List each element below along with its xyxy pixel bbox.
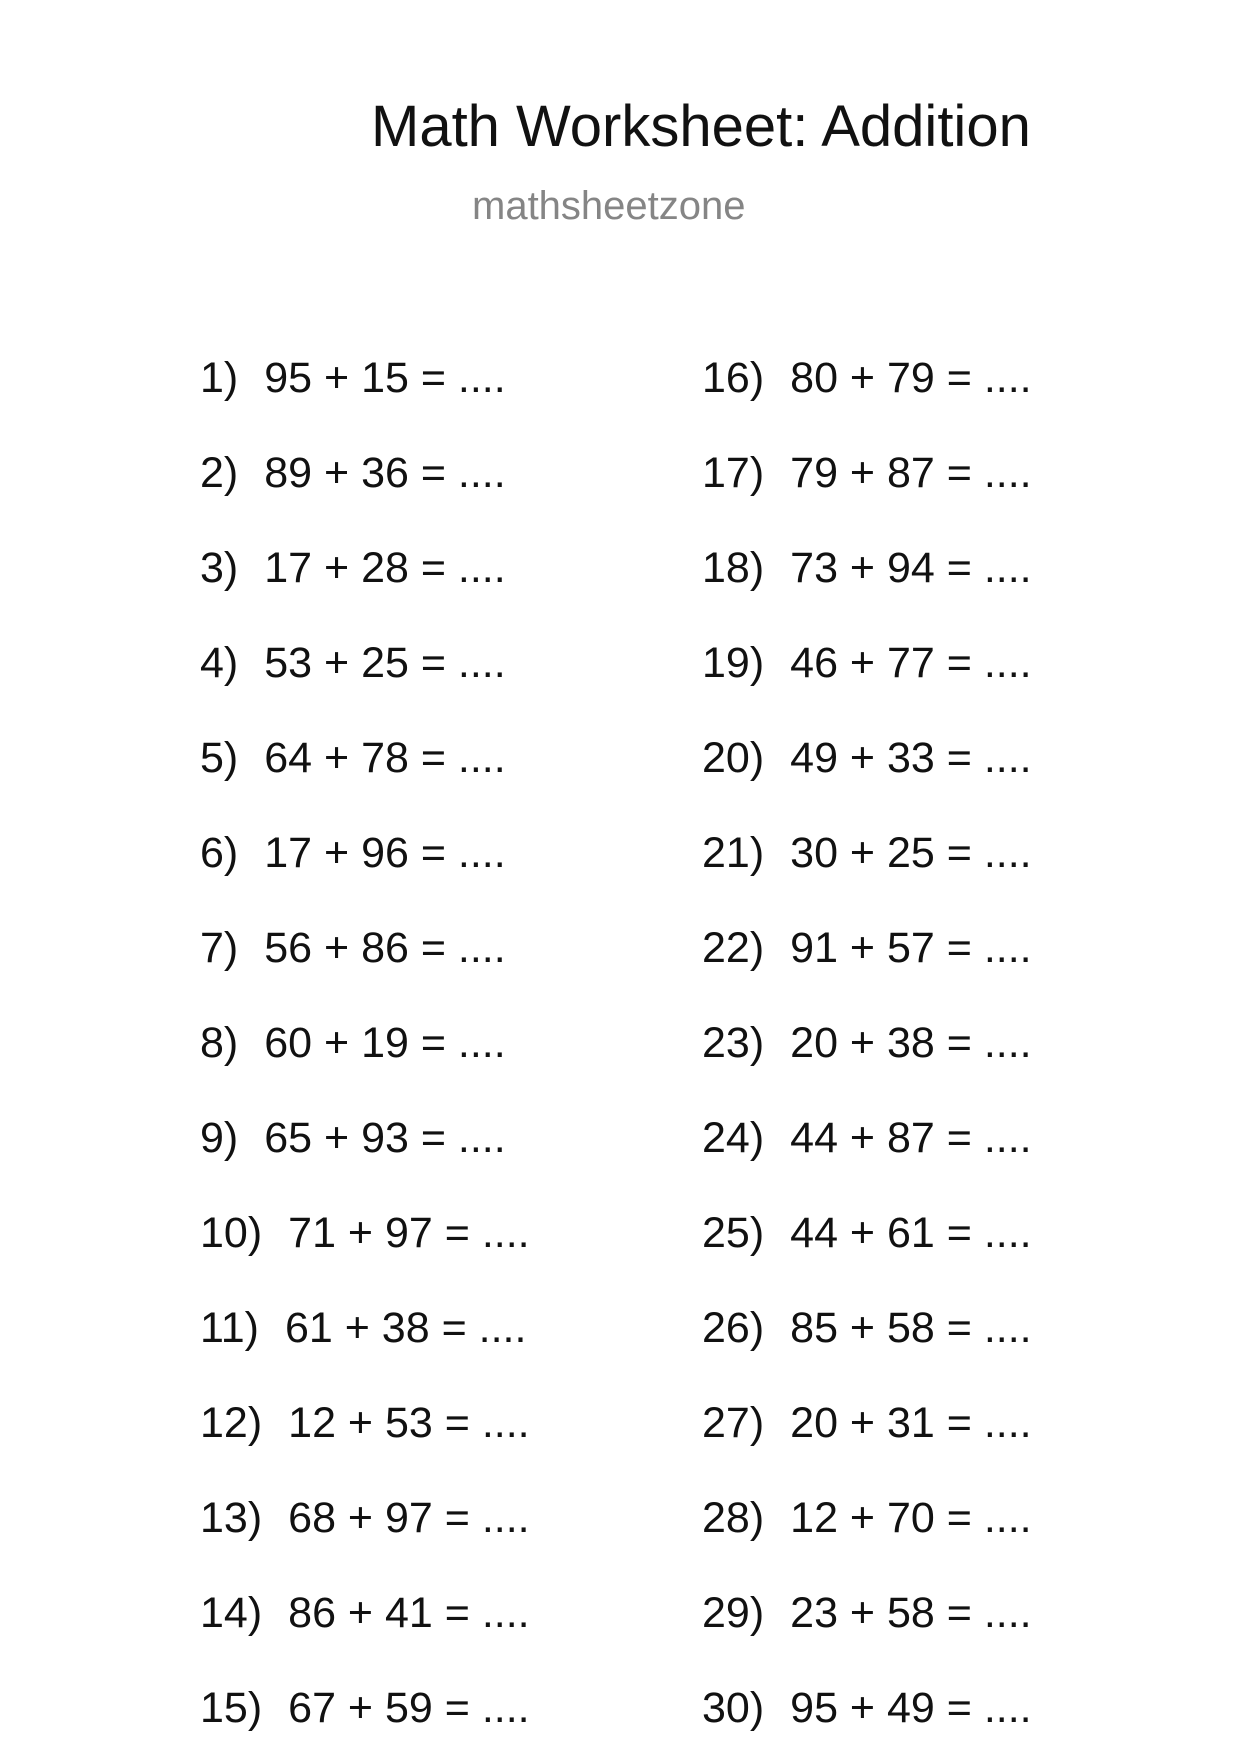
problem-number: 28)	[702, 1494, 765, 1542]
problem-item	[702, 1494, 1032, 1542]
problem-number: 6)	[200, 829, 239, 877]
problem-expression: 95 + 15 = ....	[264, 354, 506, 402]
problem-item	[702, 734, 1032, 782]
problem-item	[200, 544, 506, 592]
problem-number: 8)	[200, 1019, 239, 1067]
problem-item	[702, 354, 1032, 402]
problem-number: 16)	[702, 354, 765, 402]
problem-expression: 89 + 36 = ....	[264, 449, 506, 497]
problem-expression: 49 + 33 = ....	[790, 734, 1032, 782]
problem-item	[200, 924, 506, 972]
problem-expression: 17 + 96 = ....	[264, 829, 506, 877]
problem-item	[702, 829, 1032, 877]
problem-number: 24)	[702, 1114, 765, 1162]
problem-expression: 68 + 97 = ....	[288, 1494, 530, 1542]
problem-number: 30)	[702, 1684, 765, 1732]
problem-expression: 71 + 97 = ....	[288, 1209, 530, 1257]
problem-number: 20)	[702, 734, 765, 782]
problem-item	[200, 1494, 530, 1542]
problem-item	[702, 1589, 1032, 1637]
problem-expression: 20 + 38 = ....	[790, 1019, 1032, 1067]
problem-item	[702, 449, 1032, 497]
problem-item	[200, 1209, 530, 1257]
problem-item	[702, 1399, 1032, 1447]
problem-item	[702, 1114, 1032, 1162]
problem-item	[702, 1304, 1032, 1352]
problem-expression: 53 + 25 = ....	[264, 639, 506, 687]
problem-number: 14)	[200, 1589, 263, 1637]
problem-item	[702, 1209, 1032, 1257]
problem-expression: 60 + 19 = ....	[264, 1019, 506, 1067]
problem-number: 15)	[200, 1684, 263, 1732]
problem-item	[200, 734, 506, 782]
page-subtitle: mathsheetzone	[472, 184, 746, 228]
problem-expression: 23 + 58 = ....	[790, 1589, 1032, 1637]
problem-expression: 65 + 93 = ....	[264, 1114, 506, 1162]
problem-item	[200, 1589, 530, 1637]
problem-expression: 46 + 77 = ....	[790, 639, 1032, 687]
problem-expression: 91 + 57 = ....	[790, 924, 1032, 972]
problem-item	[702, 544, 1032, 592]
problem-number: 2)	[200, 449, 239, 497]
problem-item	[200, 1114, 506, 1162]
problem-item	[200, 1304, 526, 1352]
problem-item	[200, 1684, 530, 1732]
problem-number: 17)	[702, 449, 765, 497]
problem-number: 9)	[200, 1114, 239, 1162]
problem-expression: 56 + 86 = ....	[264, 924, 506, 972]
problem-number: 18)	[702, 544, 765, 592]
problem-number: 4)	[200, 639, 239, 687]
problem-expression: 17 + 28 = ....	[264, 544, 506, 592]
problem-number: 22)	[702, 924, 765, 972]
problem-number: 13)	[200, 1494, 263, 1542]
problem-number: 19)	[702, 639, 765, 687]
problem-item	[702, 1684, 1032, 1732]
problem-expression: 30 + 25 = ....	[790, 829, 1032, 877]
problem-number: 12)	[200, 1399, 263, 1447]
problem-expression: 73 + 94 = ....	[790, 544, 1032, 592]
problem-number: 11)	[200, 1304, 259, 1352]
problem-number: 27)	[702, 1399, 765, 1447]
page-title: Math Worksheet: Addition	[371, 94, 1031, 159]
problem-number: 7)	[200, 924, 239, 972]
problem-expression: 12 + 53 = ....	[288, 1399, 530, 1447]
problem-expression: 67 + 59 = ....	[288, 1684, 530, 1732]
problem-number: 25)	[702, 1209, 765, 1257]
problem-number: 26)	[702, 1304, 765, 1352]
problem-number: 1)	[200, 354, 239, 402]
problem-item	[200, 639, 506, 687]
problem-item	[200, 354, 506, 402]
problem-expression: 95 + 49 = ....	[790, 1684, 1032, 1732]
problem-expression: 44 + 61 = ....	[790, 1209, 1032, 1257]
problem-item	[702, 924, 1032, 972]
problem-item	[200, 1399, 530, 1447]
problem-item	[702, 639, 1032, 687]
problem-number: 3)	[200, 544, 239, 592]
problem-expression: 44 + 87 = ....	[790, 1114, 1032, 1162]
problem-expression: 79 + 87 = ....	[790, 449, 1032, 497]
problem-number: 10)	[200, 1209, 263, 1257]
problem-item	[200, 829, 506, 877]
problem-expression: 80 + 79 = ....	[790, 354, 1032, 402]
problem-number: 5)	[200, 734, 239, 782]
problem-expression: 86 + 41 = ....	[288, 1589, 530, 1637]
problem-expression: 12 + 70 = ....	[790, 1494, 1032, 1542]
problem-item	[200, 1019, 506, 1067]
problem-number: 21)	[702, 829, 765, 877]
problem-expression: 20 + 31 = ....	[790, 1399, 1032, 1447]
problem-number: 29)	[702, 1589, 765, 1637]
problem-expression: 85 + 58 = ....	[790, 1304, 1032, 1352]
problem-expression: 64 + 78 = ....	[264, 734, 506, 782]
problem-expression: 61 + 38 = ....	[284, 1304, 527, 1352]
problem-number: 23)	[702, 1019, 765, 1067]
problem-item	[702, 1019, 1032, 1067]
problem-item	[200, 449, 506, 497]
